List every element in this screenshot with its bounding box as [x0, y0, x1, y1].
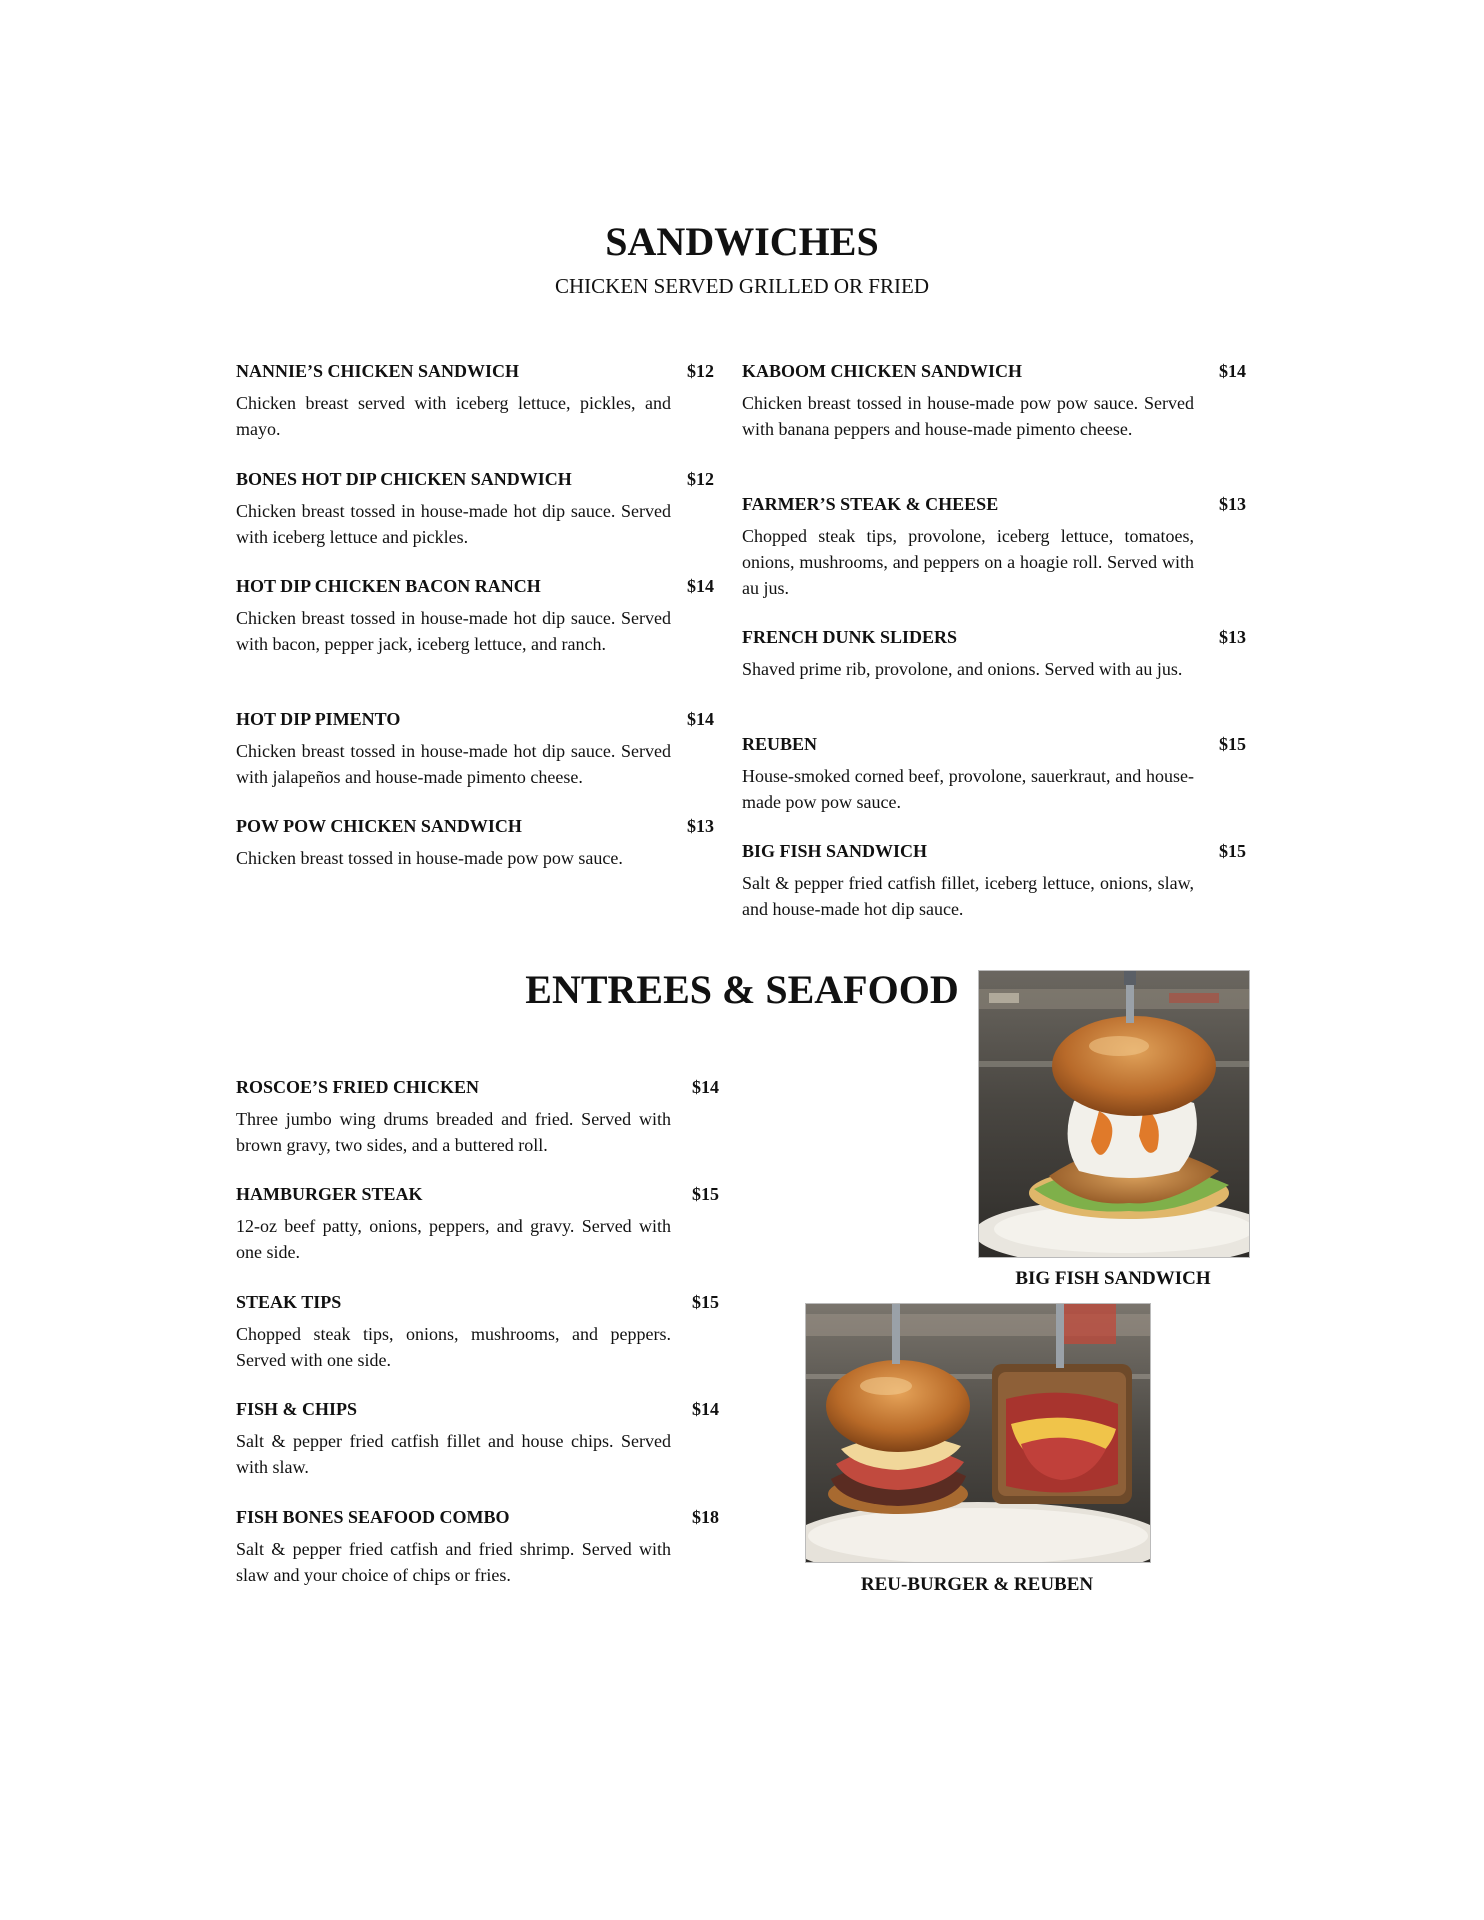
item-description: Chicken breast tossed in house-made pow pow sauce. Served with banana peppers and house-made pimento cheese. — [742, 393, 1194, 439]
item-description: Salt & pepper fried catfish and fried shrimp. Served with slaw and your choice of chips or fries. — [236, 1539, 671, 1585]
item-name: HOT DIP PIMENTO — [236, 709, 401, 729]
item-description: Chicken breast tossed in house-made hot dip sauce. Served with bacon, pepper jack, iceberg lettuce, and ranch. — [236, 608, 671, 654]
item-name: BIG FISH SANDWICH — [742, 841, 928, 861]
big-fish-sandwich-caption: BIG FISH SANDWICH — [1015, 1268, 1211, 1289]
item-description: Chicken breast tossed in house-made hot dip sauce. Served with iceberg lettuce and pickles. — [236, 501, 671, 547]
reu-burger-and-reuben-image — [806, 1304, 1150, 1562]
item-price: $12 — [687, 469, 714, 489]
item-price: $15 — [692, 1292, 719, 1312]
item-price: $18 — [692, 1507, 719, 1527]
item-name: FISH BONES SEAFOOD COMBO — [236, 1507, 510, 1527]
item-price: $13 — [1219, 627, 1246, 647]
item-name: STEAK TIPS — [236, 1292, 342, 1312]
item-name: FISH & CHIPS — [236, 1399, 358, 1419]
item-description: Chopped steak tips, onions, mushrooms, and peppers. Served with one side. — [236, 1324, 671, 1370]
item-name: BONES HOT DIP CHICKEN SANDWICH — [236, 469, 572, 489]
item-price: $14 — [687, 576, 714, 596]
item-price: $13 — [687, 816, 714, 836]
item-description: Three jumbo wing drums breaded and fried. Served with brown gravy, two sides, and a buttered roll. — [236, 1109, 671, 1155]
item-description: Chicken breast tossed in house-made pow pow sauce. — [236, 848, 623, 868]
item-name: REUBEN — [742, 734, 818, 754]
item-name: KABOOM CHICKEN SANDWICH — [742, 361, 1023, 381]
big-fish-sandwich-photo — [978, 970, 1250, 1258]
item-description: 12-oz beef patty, onions, peppers, and gravy. Served with one side. — [236, 1216, 671, 1262]
item-description: House-smoked corned beef, provolone, sauerkraut, and house-made pow pow sauce. — [742, 766, 1194, 812]
item-name: POW POW CHICKEN SANDWICH — [236, 816, 522, 836]
reu-burger-and-reuben-photo — [805, 1303, 1151, 1563]
big-fish-sandwich-image — [979, 971, 1249, 1257]
item-price: $15 — [1219, 734, 1246, 754]
item-description: Salt & pepper fried catfish fillet and house chips. Served with slaw. — [236, 1431, 671, 1477]
item-description: Shaved prime rib, provolone, and onions. Served with au jus. — [742, 659, 1183, 679]
sandwiches-subtitle: CHICKEN SERVED GRILLED OR FRIED — [555, 274, 929, 298]
item-price: $14 — [692, 1077, 719, 1097]
item-price: $15 — [692, 1184, 719, 1204]
item-description: Chicken breast tossed in house-made hot dip sauce. Served with jalapeños and house-made pimento cheese. — [236, 741, 671, 787]
item-price: $14 — [687, 709, 714, 729]
item-description: Chopped steak tips, provolone, iceberg lettuce, tomatoes, onions, mushrooms, and peppers on a hoagie roll. Served with au jus. — [742, 526, 1194, 598]
item-name: FARMER’S STEAK & CHEESE — [742, 494, 999, 514]
item-name: ROSCOE’S FRIED CHICKEN — [236, 1077, 480, 1097]
item-name: HAMBURGER STEAK — [236, 1184, 423, 1204]
item-name: NANNIE’S CHICKEN SANDWICH — [236, 361, 520, 381]
item-price: $14 — [1219, 361, 1246, 381]
entrees-title: ENTREES & SEAFOOD — [525, 967, 959, 1012]
item-price: $12 — [687, 361, 714, 381]
sandwiches-title: SANDWICHES — [605, 219, 879, 264]
item-price: $15 — [1219, 841, 1246, 861]
item-name: HOT DIP CHICKEN BACON RANCH — [236, 576, 541, 596]
item-name: FRENCH DUNK SLIDERS — [742, 627, 958, 647]
item-price: $14 — [692, 1399, 719, 1419]
reu-burger-and-reuben-caption: REU-BURGER & REUBEN — [860, 1574, 1094, 1595]
item-description: Chicken breast served with iceberg lettuce, pickles, and mayo. — [236, 393, 671, 439]
item-description: Salt & pepper fried catfish fillet, iceberg lettuce, onions, slaw, and house-made hot dip sauce. — [742, 873, 1194, 919]
item-price: $13 — [1219, 494, 1246, 514]
